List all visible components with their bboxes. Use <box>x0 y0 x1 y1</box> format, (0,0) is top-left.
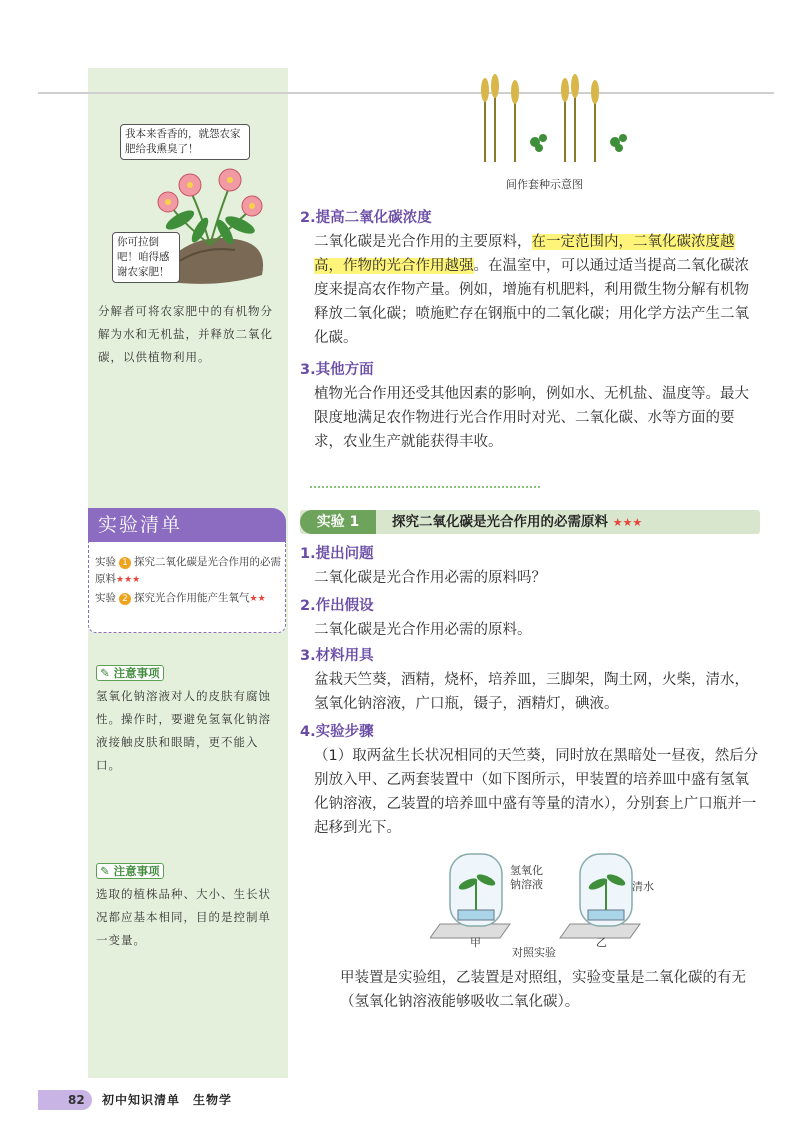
figure-label-naoh: 氢氧化钠溶液 <box>510 864 543 891</box>
difficulty-stars: ★★ <box>249 594 266 604</box>
intercropping-illustration <box>465 72 645 164</box>
note-tag: ✎ 注意事项 <box>96 863 164 879</box>
dotted-divider <box>310 486 540 488</box>
figure-caption: 对照实验 <box>512 946 556 959</box>
crop-caption: 间作套种示意图 <box>506 178 583 191</box>
step-text-materials: 盆栽天竺葵，酒精，烧杯，培养皿，三脚架，陶土网，火柴，清水，氢氧化钠溶液，广口瓶，镊子，酒精灯，碘液。 <box>314 672 749 712</box>
section-heading-co2: 2.提高二氧化碳浓度 <box>300 210 432 226</box>
highlighted-text: 在一定范围内，二氧化碳浓度越高，作物的光合作用越强 <box>314 234 735 274</box>
experiment-title: 探究二氧化碳是光合作用的必需原料 ★★★ <box>392 514 643 530</box>
step-heading-procedure: 4.实验步骤 <box>300 724 374 740</box>
step-heading-question: 1.提出问题 <box>300 546 374 562</box>
note-card <box>96 860 282 952</box>
speech-text: 我本来香香的，就怨农家肥给我熏臭了！ <box>125 128 241 155</box>
side-note: 分解者可将农家肥中的有机物分解为水和无机盐，并释放二氧化碳，以供植物利用。 <box>98 304 273 364</box>
procedure-step-1: （1）取两盆生长状况相同的天竺葵，同时放在黑暗处一昼夜，然后分别放入甲、乙两套装置中（如下图所示，甲装置的培养皿中盛有氢氧化钠溶液，乙装置的培养皿中盛有等量的清水），分别套上广口瓶并一起移到光下。 <box>314 748 759 836</box>
speech-bubble-fertilizer <box>112 232 180 283</box>
difficulty-stars: ★★★ <box>116 575 141 585</box>
number-badge: 1 <box>119 557 131 569</box>
experiment-list-item: 实验 2 探究光合作用能产生氧气★★ <box>95 592 266 604</box>
page-number: 82 <box>68 1093 85 1107</box>
figure-label-water: 清水 <box>632 880 654 893</box>
step-text-hypothesis: 二氧化碳是光合作用必需的原料。 <box>314 622 532 638</box>
note-text: 选取的植株品种、大小、生长状况都应基本相同，目的是控制单一变量。 <box>96 887 271 947</box>
note-text: 氢氧化钠溶液对人的皮肤有腐蚀性。操作时，要避免氢氧化钠溶液接触皮肤和眼睛，更不能入口。 <box>96 689 271 772</box>
paragraph-other: 植物光合作用还受其他因素的影响，例如水、无机盐、温度等。最大限度地满足农作物进行光合作用时对光、二氧化碳、水等方面的要求，农业生产就能获得丰收。 <box>314 386 749 450</box>
conclusion-text: 甲装置是实验组，乙装置是对照组，实验变量是二氧化碳的有无（氢氧化钠溶液能够吸收二氧化碳）。 <box>340 970 746 1010</box>
paragraph-co2: 二氧化碳是光合作用的主要原料，在一定范围内，二氧化碳浓度越高，作物的光合作用越强。在温室中，可以通过适当提高二氧化碳浓度来提高农作物产量。例如，增施有机肥料，利用微生物分解有机物释放二氧化碳；喷施贮存在钢瓶中的二氧化碳；用化学方法产生二氧化碳。 <box>314 234 749 346</box>
figure-label-a: 甲 <box>470 936 481 949</box>
step-heading-materials: 3.材料用具 <box>300 648 374 664</box>
note-card <box>96 662 282 777</box>
apparatus-figure <box>430 842 660 944</box>
step-heading-hypothesis: 2.作出假设 <box>300 598 374 614</box>
experiment-list <box>88 508 286 634</box>
figure-label-b: 乙 <box>596 936 607 949</box>
book-title: 初中知识清单 生物学 <box>102 1093 233 1107</box>
top-divider <box>38 92 774 94</box>
experiment-list-title: 实验清单 <box>88 508 286 542</box>
difficulty-stars: ★★★ <box>612 516 643 529</box>
speech-bubble-flower <box>120 124 250 160</box>
note-tag: ✎ 注意事项 <box>96 665 164 681</box>
speech-text: 你可拉倒吧！咱得感谢农家肥！ <box>117 236 170 278</box>
number-badge: 2 <box>119 593 131 605</box>
step-text-question: 二氧化碳是光合作用必需的原料吗？ <box>314 570 546 586</box>
experiment-list-box <box>88 542 286 633</box>
experiment-badge: 实验 1 <box>300 510 376 534</box>
experiment-list-item: 实验 1 探究二氧化碳是光合作用的必需原料★★★ <box>95 556 281 585</box>
section-heading-other: 3.其他方面 <box>300 362 374 378</box>
